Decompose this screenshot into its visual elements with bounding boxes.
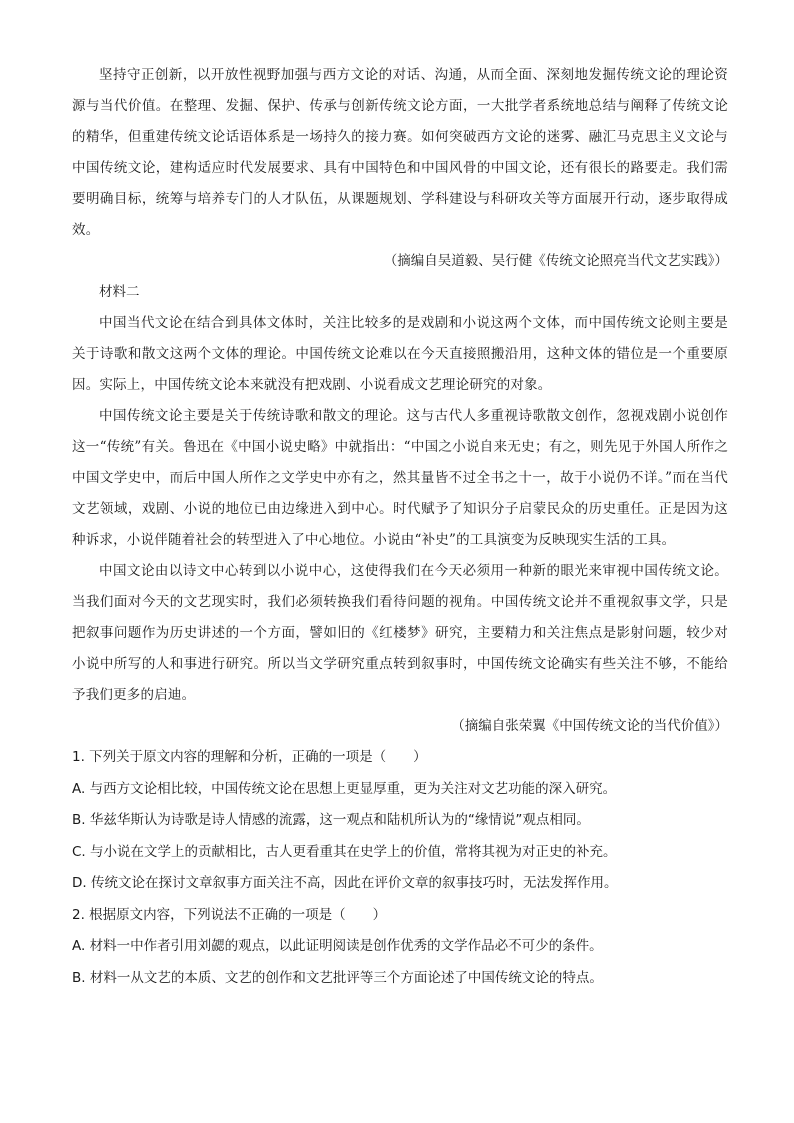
material-two-heading: 材料二 bbox=[99, 284, 140, 300]
document-content bbox=[72, 60, 728, 994]
question-2-option-b: B. 材料一从文艺的本质、文艺的创作和文艺批评等三个方面论述了中国传统文论的特点。 bbox=[72, 969, 603, 986]
question-2-stem: 2. 根据原文内容，下列说法不正确的一项是（ ） bbox=[72, 906, 387, 923]
material-one-paragraph: 坚持守正创新，以开放性视野加强与西方文论的对话、沟通，从而全面、深刻地发掘传统文论的理论资源与当代价值。在整理、发掘、保护、传承与创新传统文论方面，一大批学者系统地总结与阐释了传统文论的精华，但重建传统文论话语体系是一场持久的接力赛。如何突破西方文论的迷雾、融汇马克思主义文论与中国传统文论，建构适应时代发展要求、具有中国特色和中国风骨的中国文论，还有很长的路要走。我们需要明确目标，统筹与培养专门的人才队伍，从课题规划、学科建设与科研攻关等方面展开行动，逐步取得成效。 bbox=[72, 67, 728, 238]
material-two-paragraph-3: 中国文论由以诗文中心转到以小说中心，这使得我们在今天必须用一种新的眼光来审视中国传统文论。当我们面对今天的文艺现实时，我们必须转换我们看待问题的视角。中国传统文论并不重视叙事文学，只是把叙事问题作为历史讲述的一个方面，譬如旧的《红楼梦》研究，主要精力和关注焦点是影射问题，较少对小说中所写的人和事进行研究。所以当文学研究重点转到叙事时，中国传统文论确实有些关注不够，不能给予我们更多的启迪。 bbox=[72, 563, 728, 703]
question-2 bbox=[72, 900, 728, 995]
material-two-paragraph-2: 中国传统文论主要是关于传统诗歌和散文的理论。这与古代人多重视诗歌散文创作，忽视戏剧小说创作这一“传统”有关。鲁迅在《中国小说史略》中就指出：“中国之小说自来无史；有之，则先见于外国人所作之中国文学史中，而后中国人所作之文学史中亦有之，然其量皆不过全书之十一，故于小说仍不详。”而在当代文艺领域，戏剧、小说的地位已由边缘进入到中心。时代赋予了知识分子启蒙民众的历史重任。正是因为这种诉求，小说伴随着社会的转型进入了中心地位。小说由“补史”的工具演变为反映现实生活的工具。 bbox=[72, 408, 728, 548]
question-1-option-a: A. 与西方文论相比较，中国传统文论在思想上更显厚重，更为关注对文艺功能的深入研究。 bbox=[72, 780, 617, 797]
material-one-source: （摘编自吴道毅、吴行健《传统文论照亮当代文艺实践》） bbox=[383, 253, 728, 269]
question-1-stem: 1. 下列关于原文内容的理解和分析，正确的一项是（ ） bbox=[72, 749, 427, 765]
material-two-paragraph-1: 中国当代文论在结合到具体文体时，关注比较多的是戏剧和小说这两个文体，而中国传统文论则主要是关于诗歌和散文这两个文体的理论。中国传统文论难以在今天直接照搬沿用，这种文体的错位是一个重要原因。实际上，中国传统文论本来就没有把戏剧、小说看成文艺理论研究的对象。 bbox=[72, 315, 728, 393]
material-two-source: （摘编自张荣翼《中国传统文论的当代价值》） bbox=[451, 718, 728, 734]
question-1-option-d: D. 传统文论在探讨文章叙事方面关注不高，因此在评价文章的叙事技巧时，无法发挥作用。 bbox=[72, 875, 618, 891]
question-2-option-a: A. 材料一中作者引用刘勰的观点，以此证明阅读是创作优秀的文学作品必不可少的条件。 bbox=[72, 938, 603, 954]
question-1 bbox=[72, 742, 728, 900]
question-1-option-b: B. 华兹华斯认为诗歌是诗人情感的流露，这一观点和陆机所认为的“缘情说”观点相同。 bbox=[72, 812, 590, 828]
question-1-option-c: C. 与小说在文学上的贡献相比，古人更看重其在史学上的价值，常将其视为对正史的补充。 bbox=[72, 843, 617, 860]
